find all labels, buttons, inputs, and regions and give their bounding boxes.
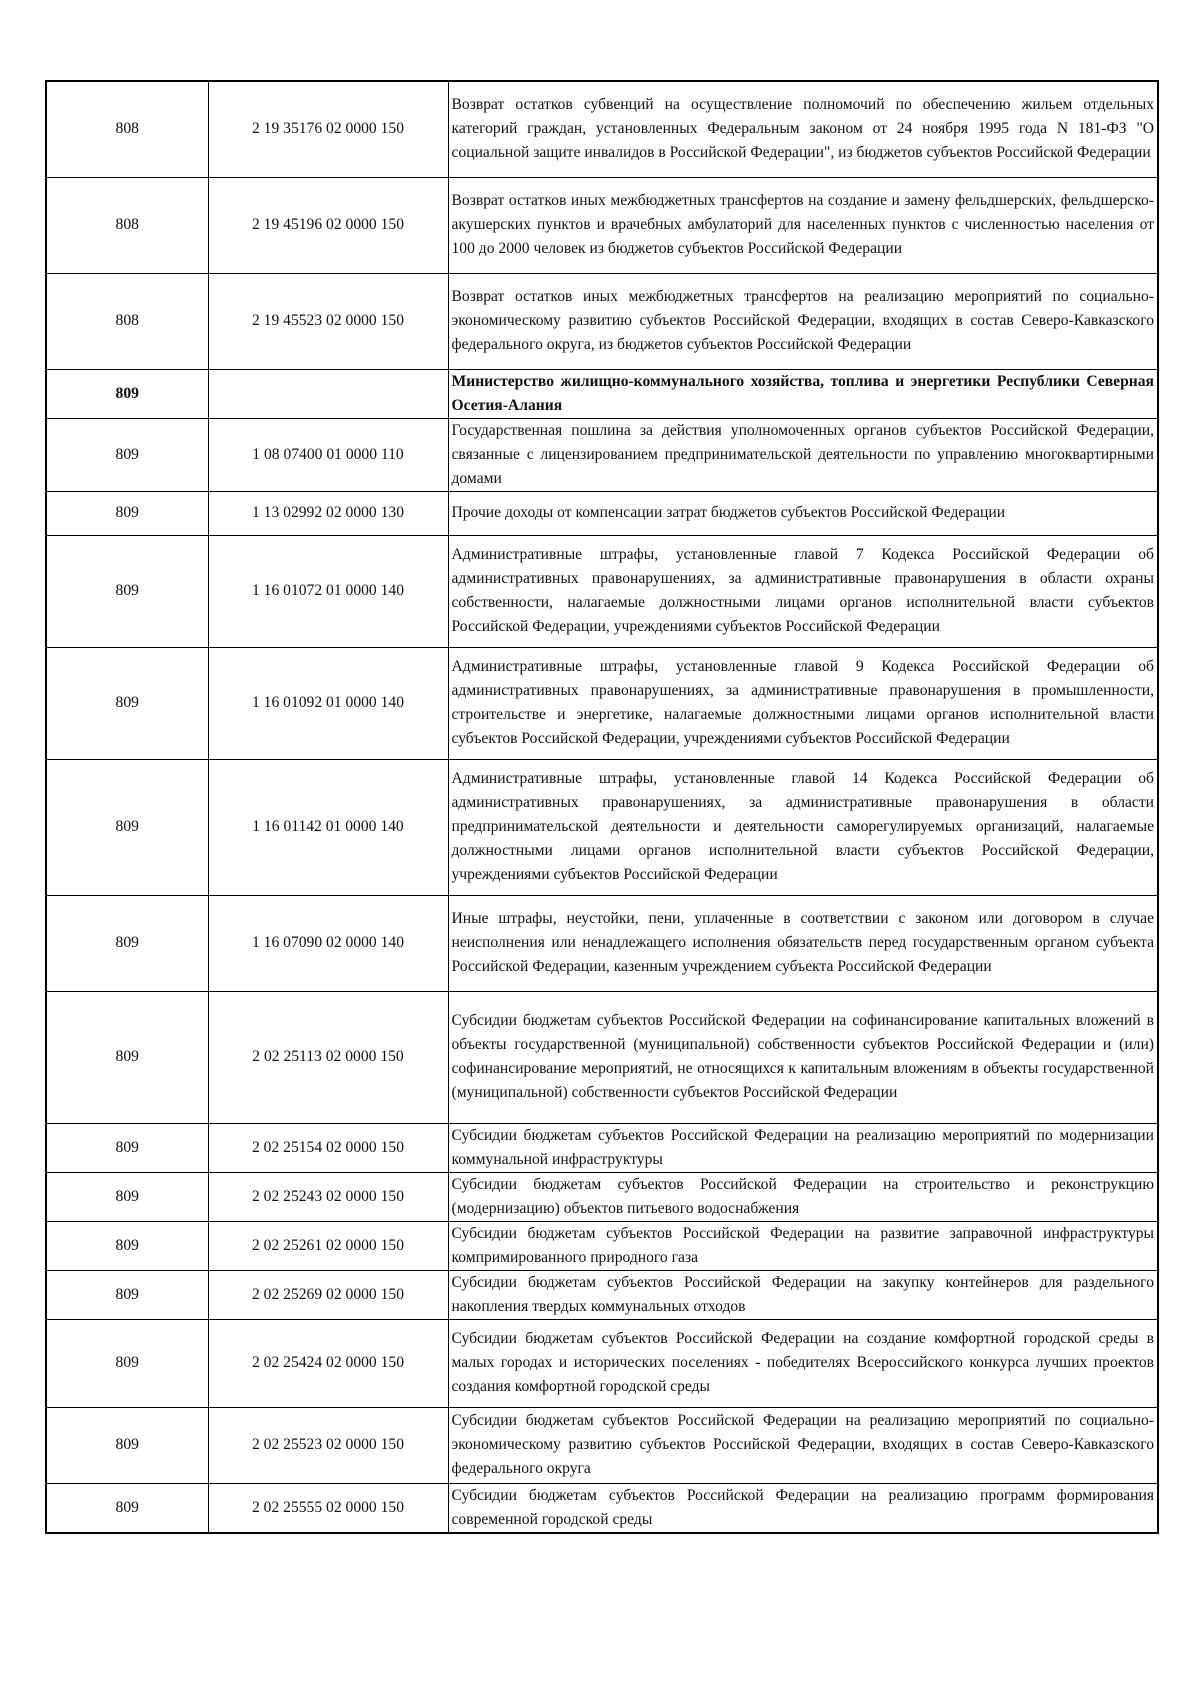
admin-code-cell: 809: [46, 418, 208, 491]
budget-code-cell: 2 02 25269 02 0000 150: [208, 1270, 448, 1319]
description-cell: Субсидии бюджетам субъектов Российской Федерации на реализацию мероприятий по модернизации коммунальной инфраструктуры: [448, 1123, 1158, 1172]
description-cell: Субсидии бюджетам субъектов Российской Федерации на реализацию программ формирования современной городской среды: [448, 1483, 1158, 1533]
table-row: [46, 535, 1158, 647]
table-row: [46, 1221, 1158, 1270]
admin-code-cell: 809: [46, 991, 208, 1123]
table-row: [46, 1483, 1158, 1533]
budget-code-cell: 2 19 45196 02 0000 150: [208, 177, 448, 273]
description-cell: Прочие доходы от компенсации затрат бюджетов субъектов Российской Федерации: [448, 491, 1158, 535]
admin-code-cell: 809: [46, 491, 208, 535]
admin-code-cell: 809: [46, 1483, 208, 1533]
description-cell: Субсидии бюджетам субъектов Российской Федерации на закупку контейнеров для раздельного накопления твердых коммунальных отходов: [448, 1270, 1158, 1319]
description-cell: Субсидии бюджетам субъектов Российской Федерации на софинансирование капитальных вложений в объекты государственной (муниципальной) собственности субъектов Российской Федерации и (или) софинансирование мероприятий, не относящихся к капитальным вложениям в объекты государственной (муниципальной) собственности субъектов Российской Федерации: [448, 991, 1158, 1123]
table-row: [46, 1172, 1158, 1221]
description-cell: Иные штрафы, неустойки, пени, уплаченные в соответствии с законом или договором в случае неисполнения или ненадлежащего исполнения обязательств перед государственным органом субъекта Российской Федерации, казенным учреждением субъекта Российской Федерации: [448, 895, 1158, 991]
admin-code-cell: 808: [46, 273, 208, 369]
budget-code-cell: 1 16 01092 01 0000 140: [208, 647, 448, 759]
revenue-code-table: [45, 80, 1159, 1534]
description-cell: Субсидии бюджетам субъектов Российской Федерации на реализацию мероприятий по социально-экономическому развитию субъектов Российской Федерации, входящих в состав Северо-Кавказского федерального округа: [448, 1407, 1158, 1483]
admin-code-cell: 809: [46, 369, 208, 418]
budget-code-cell: 2 02 25154 02 0000 150: [208, 1123, 448, 1172]
table-row: [46, 81, 1158, 177]
admin-code-cell: 808: [46, 81, 208, 177]
budget-code-cell: 2 02 25113 02 0000 150: [208, 991, 448, 1123]
description-cell: Возврат остатков иных межбюджетных трансфертов на создание и замену фельдшерских, фельдшерско-акушерских пунктов и врачебных амбулаторий для населенных пунктов с численностью населения от 100 до 2000 человек из бюджетов субъектов Российской Федерации: [448, 177, 1158, 273]
table-row: [46, 647, 1158, 759]
admin-code-cell: 809: [46, 1270, 208, 1319]
ministry-header-row: [46, 369, 1158, 418]
budget-code-cell: 1 16 01142 01 0000 140: [208, 759, 448, 895]
description-cell: Субсидии бюджетам субъектов Российской Федерации на строительство и реконструкцию (модернизацию) объектов питьевого водоснабжения: [448, 1172, 1158, 1221]
description-cell: Административные штрафы, установленные главой 14 Кодекса Российской Федерации об административных правонарушениях, за административные правонарушения в области предпринимательской деятельности и деятельности саморегулируемых организаций, налагаемые должностными лицами органов исполнительной власти субъектов Российской Федерации, учреждениями субъектов Российской Федерации: [448, 759, 1158, 895]
admin-code-cell: 809: [46, 1123, 208, 1172]
table-row: [46, 1319, 1158, 1407]
table-body: [46, 81, 1158, 1533]
budget-code-cell: 1 13 02992 02 0000 130: [208, 491, 448, 535]
admin-code-cell: 809: [46, 1221, 208, 1270]
admin-code-cell: 808: [46, 177, 208, 273]
table-row: [46, 491, 1158, 535]
table-row: [46, 1407, 1158, 1483]
admin-code-cell: 809: [46, 1407, 208, 1483]
budget-code-cell: 2 02 25424 02 0000 150: [208, 1319, 448, 1407]
table-row: [46, 895, 1158, 991]
description-cell: Административные штрафы, установленные главой 9 Кодекса Российской Федерации об административных правонарушениях, за административные правонарушения в промышленности, строительстве и энергетике, налагаемые должностными лицами органов исполнительной власти субъектов Российской Федерации, учреждениями субъектов Российской Федерации: [448, 647, 1158, 759]
table-row: [46, 991, 1158, 1123]
description-cell: Административные штрафы, установленные главой 7 Кодекса Российской Федерации об административных правонарушениях, за административные правонарушения в области охраны собственности, налагаемые должностными лицами органов исполнительной власти субъектов Российской Федерации, учреждениями субъектов Российской Федерации: [448, 535, 1158, 647]
table-row: [46, 1123, 1158, 1172]
description-cell: Возврат остатков иных межбюджетных трансфертов на реализацию мероприятий по социально-экономическому развитию субъектов Российской Федерации, входящих в состав Северо-Кавказского федерального округа, из бюджетов субъектов Российской Федерации: [448, 273, 1158, 369]
description-cell: Государственная пошлина за действия уполномоченных органов субъектов Российской Федерации, связанные с лицензированием предпринимательской деятельности по управлению многоквартирными домами: [448, 418, 1158, 491]
budget-code-cell: 2 02 25243 02 0000 150: [208, 1172, 448, 1221]
budget-code-cell: [208, 369, 448, 418]
admin-code-cell: 809: [46, 759, 208, 895]
ministry-name-cell: Министерство жилищно-коммунального хозяйства, топлива и энергетики Республики Северная Осетия-Алания: [448, 369, 1158, 418]
description-cell: Субсидии бюджетам субъектов Российской Федерации на развитие заправочной инфраструктуры компримированного природного газа: [448, 1221, 1158, 1270]
budget-code-cell: 1 16 07090 02 0000 140: [208, 895, 448, 991]
admin-code-cell: 809: [46, 647, 208, 759]
budget-code-cell: 2 19 45523 02 0000 150: [208, 273, 448, 369]
table-row: [46, 177, 1158, 273]
admin-code-cell: 809: [46, 895, 208, 991]
table-row: [46, 1270, 1158, 1319]
budget-code-cell: 1 16 01072 01 0000 140: [208, 535, 448, 647]
budget-code-cell: 2 02 25261 02 0000 150: [208, 1221, 448, 1270]
budget-code-cell: 1 08 07400 01 0000 110: [208, 418, 448, 491]
description-cell: Возврат остатков субвенций на осуществление полномочий по обеспечению жильем отдельных категорий граждан, установленных Федеральным законом от 24 ноября 1995 года N 181-ФЗ "О социальной защите инвалидов в Российской Федерации", из бюджетов субъектов Российской Федерации: [448, 81, 1158, 177]
admin-code-cell: 809: [46, 535, 208, 647]
admin-code-cell: 809: [46, 1172, 208, 1221]
budget-code-cell: 2 02 25523 02 0000 150: [208, 1407, 448, 1483]
description-cell: Субсидии бюджетам субъектов Российской Федерации на создание комфортной городской среды в малых городах и исторических поселениях - победителях Всероссийского конкурса лучших проектов создания комфортной городской среды: [448, 1319, 1158, 1407]
table-row: [46, 418, 1158, 491]
budget-code-cell: 2 02 25555 02 0000 150: [208, 1483, 448, 1533]
budget-code-cell: 2 19 35176 02 0000 150: [208, 81, 448, 177]
table-row: [46, 759, 1158, 895]
admin-code-cell: 809: [46, 1319, 208, 1407]
table-row: [46, 273, 1158, 369]
